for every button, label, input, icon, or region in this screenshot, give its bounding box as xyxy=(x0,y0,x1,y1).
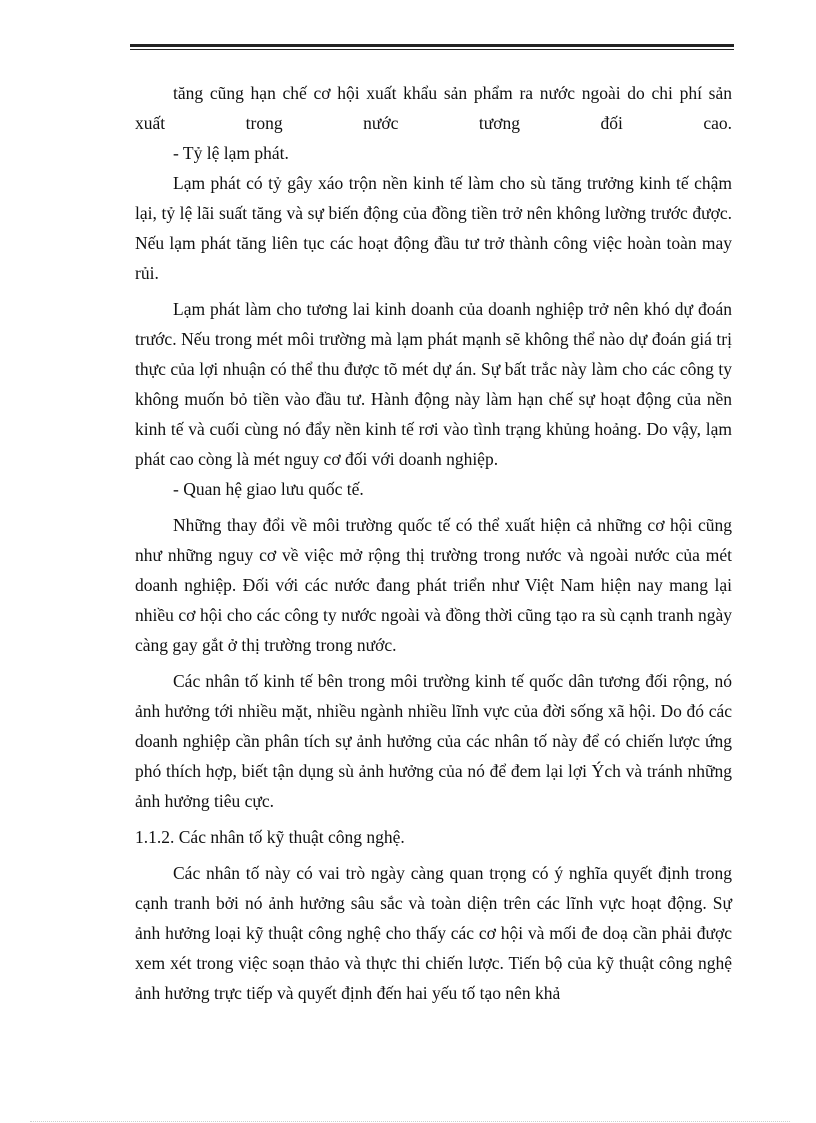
page-bottom-border xyxy=(30,1121,790,1122)
paragraph-continuation-line1: tăng cũng hạn chế cơ hội xuất khẩu sản phẩm ra nước ngoài do chi phí sản xyxy=(173,83,732,103)
paragraph-inflation-uncertainty: Lạm phát làm cho tương lai kinh doanh của doanh nghiệp trở nên khó dự đoán trước. Nếu trong mét môi trường mà lạm phát mạnh sẽ không thể nào dự đoán giá trị thực của lợi nhuận có thể thu được tõ mét dự án. Sự bất trắc này làm cho các công ty không muốn bỏ tiền vào đầu tư. Hành động này làm hạn chế sự hoạt động của nền kinh tế và cuối cùng nó đẩy nền kinh tế rơi vào tình trạng khủng hoảng. Do vậy, lạm phát cao còng là mét nguy cơ đối với doanh nghiệp. xyxy=(135,299,732,469)
section-heading: 1.1.2. Các nhân tố kỹ thuật công nghệ. xyxy=(135,827,405,847)
paragraph-economic-factors-summary: Các nhân tố kinh tế bên trong môi trường kinh tế quốc dân tương đối rộng, nó ảnh hưởng tới nhiều mặt, nhiều ngành nhiều lĩnh vực của đời sống xã hội. Do đó các doanh nghiệp cần phân tích sự ảnh hưởng của các nhân tố này để có chiến lược ứng phó thích hợp, biết tận dụng sù ảnh hưởng của nó để đem lại lợi Ých và tránh những ảnh hưởng tiêu cực. xyxy=(135,671,732,811)
document-body xyxy=(135,78,732,1008)
paragraph-inflation-effects: Lạm phát có tỷ gây xáo trộn nền kinh tế làm cho sù tăng trưởng kinh tế chậm lại, tỷ lệ lãi suất tăng và sự biến động của đồng tiền trở nên không lường trước được. Nếu lạm phát tăng liên tục các hoạt động đầu tư trở thành công việc hoàn toàn may rủi. xyxy=(135,173,732,283)
list-item-international-relations: - Quan hệ giao lưu quốc tế. xyxy=(173,479,364,499)
list-item-inflation: - Tỷ lệ lạm phát. xyxy=(173,143,289,163)
header-rule xyxy=(130,44,734,47)
paragraph-international-changes: Những thay đổi về môi trường quốc tế có thể xuất hiện cả những cơ hội cũng như những nguy cơ về việc mở rộng thị trường trong nước và ngoài nước của mét doanh nghiệp. Đối với các nước đang phát triển như Việt Nam hiện nay mang lại nhiều cơ hội cho các công ty nước ngoài và đồng thời cũng tạo ra sù cạnh tranh ngày càng gay gắt ở thị trường trong nước. xyxy=(135,515,732,655)
header-rule-thin xyxy=(130,49,734,50)
paragraph-continuation-line2: xuất trong nước tương đối cao. xyxy=(135,113,732,133)
paragraph-technology-factors: Các nhân tố này có vai trò ngày càng quan trọng có ý nghĩa quyết định trong cạnh tranh bởi nó ảnh hưởng sâu sắc và toàn diện trên các lĩnh vực hoạt động. Sự ảnh hưởng loại kỹ thuật công nghệ cho thấy các cơ hội và mối đe doạ cần phải được xem xét trong việc soạn thảo và thực thi chiến lược. Tiến bộ của kỹ thuật công nghệ ảnh hưởng trực tiếp và quyết định đến hai yếu tố tạo nên khả xyxy=(135,863,732,1003)
